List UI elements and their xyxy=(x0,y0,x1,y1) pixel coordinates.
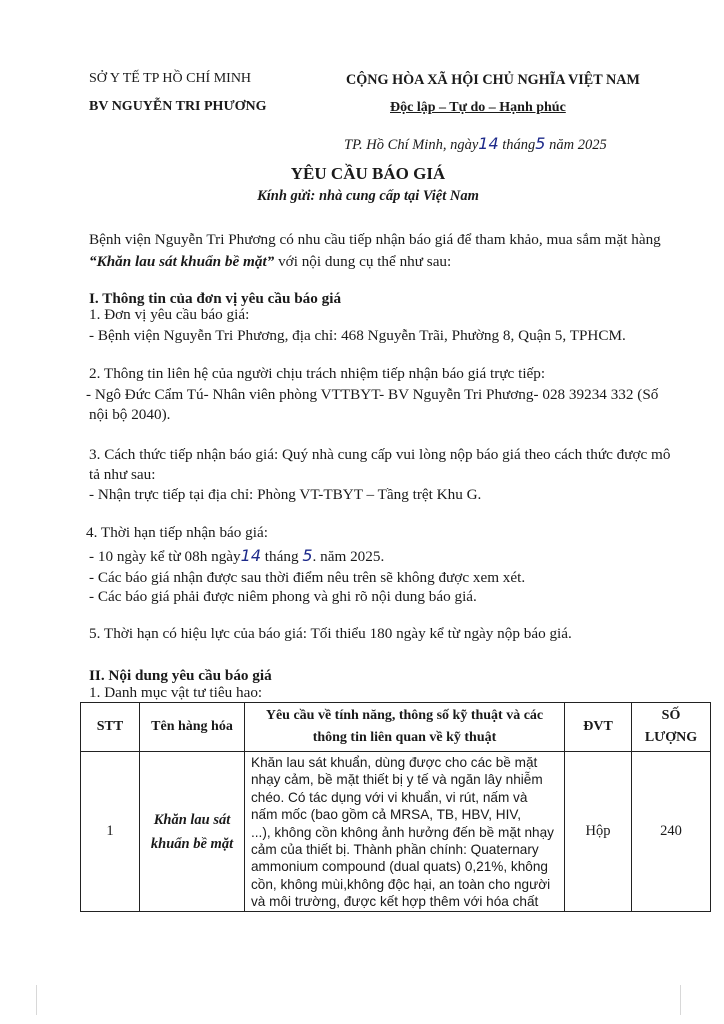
item-1-title: 1. Đơn vị yêu cầu báo giá: xyxy=(89,306,250,323)
col-header-spec-line-1: Yêu cầu về tính năng, thông số kỹ thuật và các xyxy=(265,708,544,723)
spec-line: nhạy cảm, bề mặt thiết bị y tế và ngăn lây nhiễm xyxy=(251,772,543,788)
col-header-qty-line-1: SỐ xyxy=(661,708,681,723)
row-stt: 1 xyxy=(81,752,140,912)
item-4-day-handwritten: 14 xyxy=(240,546,261,565)
row-product-name xyxy=(140,752,245,912)
ministry-name: SỞ Y TẾ TP HỒ CHÍ MINH xyxy=(89,71,252,86)
country-name: CỘNG HÒA XÃ HỘI CHỦ NGHĨA VIỆT NAM xyxy=(346,72,640,88)
date-month-word: tháng xyxy=(502,137,536,153)
hospital-name: BV NGUYỄN TRI PHƯƠNG xyxy=(89,99,267,114)
row-qty: 240 xyxy=(632,752,711,912)
item-3-text: - Nhận trực tiếp tại địa chỉ: Phòng VT-TBYT – Tầng trệt Khu G. xyxy=(89,486,482,503)
item-3-line-1: 3. Cách thức tiếp nhận báo giá: Quý nhà cung cấp vui lòng nộp báo giá theo cách thức được mô xyxy=(89,446,671,463)
spec-line: Khăn lau sát khuẩn, dùng được cho các bề mặt xyxy=(251,755,538,770)
intro-line-2 xyxy=(89,253,451,271)
col-header-qty-line-2: LƯỢNG xyxy=(644,730,698,745)
national-motto: Độc lập – Tự do – Hạnh phúc xyxy=(390,100,566,115)
item-4-month-handwritten: 5 xyxy=(302,546,313,565)
item-4-line-3: - Các báo giá phải được niêm phong và ghi rõ nội dung báo giá. xyxy=(89,588,477,605)
col-header-stt: STT xyxy=(81,703,140,752)
date-line xyxy=(344,134,607,154)
spec-line: và môi trường, được kết hợp thêm với hóa chất xyxy=(251,894,539,910)
col-header-spec xyxy=(245,703,565,752)
col-header-unit: ĐVT xyxy=(565,703,632,752)
item-4-line-1 xyxy=(89,546,384,566)
table-header-row xyxy=(81,703,711,752)
item-1-text: - Bệnh viện Nguyễn Tri Phương, địa chỉ: 468 Nguyễn Trãi, Phường 8, Quận 5, TPHCM. xyxy=(89,327,626,344)
product-name-quoted: “Khăn lau sát khuẩn bề mặt” xyxy=(89,253,275,270)
item-2-title: 2. Thông tin liên hệ của người chịu trách nhiệm tiếp nhận báo giá trực tiếp: xyxy=(89,365,546,382)
item-4-prefix: - 10 ngày kể từ 08h ngày xyxy=(89,548,241,565)
document-title: YÊU CẦU BÁO GIÁ xyxy=(290,164,446,183)
recipient-line: Kính gửi: nhà cung cấp tại Việt Nam xyxy=(257,188,479,204)
date-year: năm 2025 xyxy=(549,137,607,153)
spec-line: nấm mốc (bao gồm cả MRSA, TB, HBV, HIV, xyxy=(251,807,521,823)
item-2-text-line-1: - Ngô Đức Cẩm Tú- Nhân viên phòng VTTBYT- BV Nguyễn Tri Phương- 028 39234 332 (Số xyxy=(86,386,659,403)
date-prefix: TP. Hồ Chí Minh, ngày xyxy=(344,137,479,153)
table-row xyxy=(81,752,711,912)
intro-line-1: Bệnh viện Nguyễn Tri Phương có nhu cầu tiếp nhận báo giá để tham khảo, mua sắm mặt hàng xyxy=(89,231,661,248)
scan-artifact xyxy=(680,985,681,1015)
col-header-name: Tên hàng hóa xyxy=(140,703,245,752)
item-2-text-line-2: nội bộ 2040). xyxy=(89,406,171,423)
spec-line: cảm của thiết bị. Thành phần chính: Quaternary xyxy=(251,842,539,858)
item-5-text: 5. Thời hạn có hiệu lực của báo giá: Tối thiểu 180 ngày kể từ ngày nộp báo giá. xyxy=(89,625,572,642)
scan-artifact xyxy=(36,985,37,1015)
section-2-heading: II. Nội dung yêu cầu báo giá xyxy=(89,667,272,684)
spec-line: ammonium compound (dual quats) 0,21%, không xyxy=(251,859,548,875)
section-1-heading: I. Thông tin của đơn vị yêu cầu báo giá xyxy=(89,290,342,307)
row-unit: Hộp xyxy=(565,752,632,912)
date-day-handwritten: 14 xyxy=(478,134,499,153)
row-product-name-line-2: khuẩn bề mặt xyxy=(150,835,234,852)
intro-line-2-rest: với nội dung cụ thể như sau: xyxy=(274,253,452,270)
spec-line: ...), không cồn không ảnh hưởng đến bề mặt nhạy xyxy=(251,824,554,840)
col-header-spec-line-2: thông tin liên quan về kỹ thuật xyxy=(312,730,497,745)
items-table xyxy=(80,702,711,912)
item-4-line-2: - Các báo giá nhận được sau thời điểm nêu trên sẽ không được xem xét. xyxy=(89,569,526,586)
list-title: 1. Danh mục vật tư tiêu hao: xyxy=(89,684,263,701)
spec-line: chéo. Có tác dụng với vi khuẩn, vi rút, nấm và xyxy=(251,789,528,805)
item-3-line-2: tả như sau: xyxy=(89,466,156,483)
item-4-month-word: tháng xyxy=(264,548,299,565)
col-header-qty xyxy=(632,703,711,752)
item-4-title: 4. Thời hạn tiếp nhận báo giá: xyxy=(86,524,268,541)
item-4-suffix: . năm 2025. xyxy=(312,548,385,565)
date-month-handwritten: 5 xyxy=(535,134,546,153)
row-product-name-line-1: Khăn lau sát xyxy=(153,811,231,828)
row-spec xyxy=(245,752,565,912)
spec-line: cồn, không mùi,không độc hại, an toàn cho người xyxy=(251,876,551,892)
